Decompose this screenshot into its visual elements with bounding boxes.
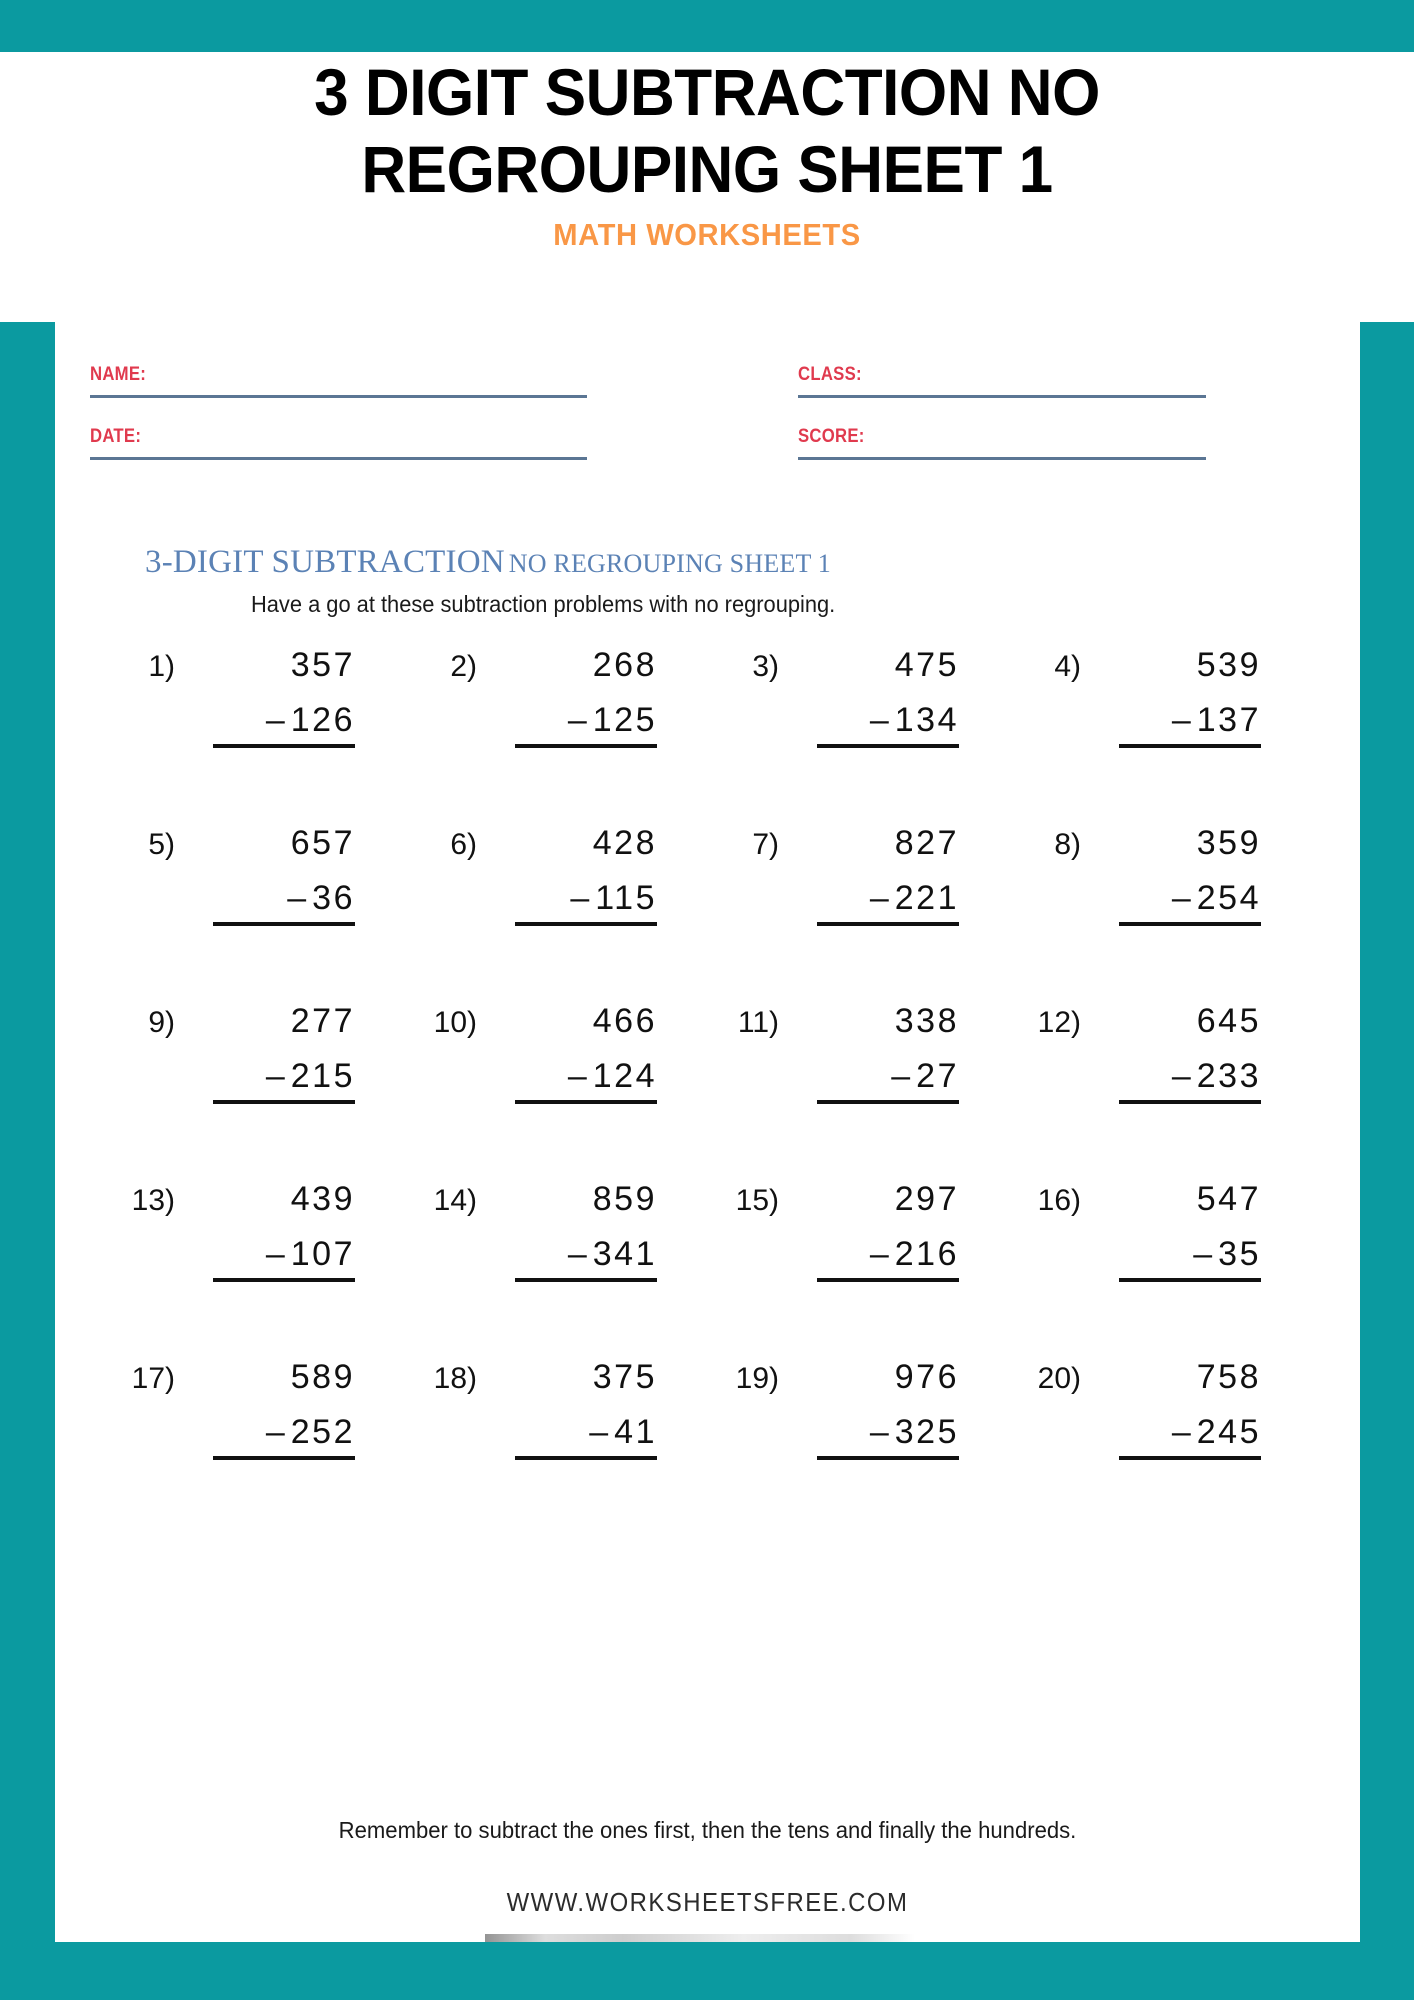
minuend: 547	[1196, 1180, 1261, 1218]
problem-14[interactable]	[409, 1182, 711, 1360]
problem-sum	[1081, 826, 1269, 926]
minuend: 589	[290, 1358, 355, 1396]
problem-sum	[1081, 1004, 1269, 1104]
problem-number: 15)	[735, 1184, 779, 1217]
problem-row	[107, 826, 1317, 1004]
subtrahend: 252	[290, 1413, 355, 1451]
minuend: 976	[894, 1358, 959, 1396]
problem-number: 9)	[148, 1006, 175, 1039]
minus-operator-icon: –	[265, 701, 285, 739]
minuend: 375	[592, 1358, 657, 1396]
subtrahend-row	[213, 701, 355, 748]
problem-sum	[477, 1004, 665, 1104]
field-score-rule	[798, 457, 1206, 460]
problem-11[interactable]	[711, 1004, 1013, 1182]
minus-operator-icon: –	[891, 1057, 911, 1095]
problem-number: 7)	[752, 828, 779, 861]
problem-19[interactable]	[711, 1360, 1013, 1538]
problem-2[interactable]	[409, 648, 711, 826]
minus-operator-icon: –	[869, 1235, 889, 1273]
title-band	[0, 52, 1414, 322]
problem-number: 18)	[433, 1362, 477, 1395]
problem-sum	[779, 826, 967, 926]
subtrahend-row	[817, 701, 959, 748]
problem-number: 20)	[1037, 1362, 1081, 1395]
subtrahend-row	[515, 1057, 657, 1104]
problem-sum	[477, 648, 665, 748]
field-date-rule	[90, 457, 587, 460]
page-title: 3 DIGIT SUBTRACTION NO REGROUPING SHEET 1	[314, 55, 1100, 206]
minuend: 645	[1196, 1002, 1261, 1040]
problem-10[interactable]	[409, 1004, 711, 1182]
field-score-label: SCORE:	[798, 426, 865, 447]
subtrahend-row	[515, 1413, 657, 1460]
minus-operator-icon: –	[265, 1057, 285, 1095]
minuend: 268	[592, 646, 657, 684]
problem-number: 19)	[735, 1362, 779, 1395]
footer-website: WWW.WORKSHEETSFREE.COM	[506, 1887, 909, 1917]
minus-operator-icon: –	[1171, 701, 1191, 739]
problem-sum	[1081, 1360, 1269, 1460]
minus-operator-icon: –	[567, 1057, 587, 1095]
problem-row	[107, 1360, 1317, 1538]
page-subtitle: MATH WORKSHEETS	[553, 217, 861, 253]
subtrahend: 216	[894, 1235, 959, 1273]
problem-sum	[175, 1004, 363, 1104]
problem-7[interactable]	[711, 826, 1013, 1004]
subtrahend-row	[817, 1235, 959, 1282]
minus-operator-icon: –	[869, 1413, 889, 1451]
subtrahend: 126	[290, 701, 355, 739]
problem-6[interactable]	[409, 826, 711, 1004]
problem-number: 17)	[131, 1362, 175, 1395]
problem-3[interactable]	[711, 648, 1013, 826]
minus-operator-icon: –	[265, 1235, 285, 1273]
minus-operator-icon: –	[589, 1413, 609, 1451]
problem-grid	[107, 648, 1317, 1538]
problem-row	[107, 648, 1317, 826]
subtrahend-row	[817, 1413, 959, 1460]
problem-sum	[779, 648, 967, 748]
worksheet-heading-secondary: NO REGROUPING SHEET 1	[508, 549, 831, 578]
worksheet-heading	[145, 544, 831, 581]
subtrahend-row	[1119, 701, 1261, 748]
minuend: 859	[592, 1180, 657, 1218]
subtrahend: 115	[595, 879, 657, 917]
problem-number: 4)	[1054, 650, 1081, 683]
minus-operator-icon: –	[567, 701, 587, 739]
subtrahend: 137	[1196, 701, 1261, 739]
subtrahend: 215	[290, 1057, 355, 1095]
problem-sum	[477, 1182, 665, 1282]
minuend: 357	[290, 646, 355, 684]
problem-number: 5)	[148, 828, 175, 861]
minus-operator-icon: –	[1171, 879, 1191, 917]
subtrahend: 124	[592, 1057, 657, 1095]
problem-sum	[779, 1182, 967, 1282]
subtrahend-row	[1119, 1057, 1261, 1104]
problem-18[interactable]	[409, 1360, 711, 1538]
minuend: 466	[592, 1002, 657, 1040]
minus-operator-icon: –	[869, 701, 889, 739]
problem-9[interactable]	[107, 1004, 409, 1182]
minus-operator-icon: –	[570, 879, 590, 917]
problem-row	[107, 1004, 1317, 1182]
minuend: 475	[894, 646, 959, 684]
problem-number: 13)	[131, 1184, 175, 1217]
problem-row	[107, 1182, 1317, 1360]
subtrahend-row	[1119, 1413, 1261, 1460]
subtrahend: 245	[1196, 1413, 1261, 1451]
problem-sum	[175, 1360, 363, 1460]
minus-operator-icon: –	[265, 1413, 285, 1451]
problem-sum	[175, 648, 363, 748]
subtrahend-row	[213, 879, 355, 926]
minuend: 428	[592, 824, 657, 862]
minuend: 657	[290, 824, 355, 862]
problem-sum	[1081, 648, 1269, 748]
minuend: 297	[894, 1180, 959, 1218]
problem-number: 3)	[752, 650, 779, 683]
subtrahend: 107	[290, 1235, 355, 1273]
student-info-fields	[90, 364, 1330, 488]
problem-number: 16)	[1037, 1184, 1081, 1217]
field-date[interactable]	[90, 426, 710, 460]
subtrahend: 325	[894, 1413, 959, 1451]
field-class-rule	[798, 395, 1206, 398]
field-score[interactable]	[710, 426, 1330, 460]
problem-17[interactable]	[107, 1360, 409, 1538]
subtrahend-row	[213, 1413, 355, 1460]
problem-sum	[175, 1182, 363, 1282]
minuend: 539	[1196, 646, 1261, 684]
minuend: 827	[894, 824, 959, 862]
minuend: 277	[290, 1002, 355, 1040]
problem-15[interactable]	[711, 1182, 1013, 1360]
subtrahend: 254	[1196, 879, 1261, 917]
minuend: 359	[1196, 824, 1261, 862]
subtrahend: 341	[592, 1235, 657, 1273]
scan-artifact	[485, 1934, 915, 1942]
minus-operator-icon: –	[1193, 1235, 1213, 1273]
problem-number: 1)	[148, 650, 175, 683]
minuend: 439	[290, 1180, 355, 1218]
subtrahend-row	[1119, 1235, 1261, 1282]
problem-13[interactable]	[107, 1182, 409, 1360]
problem-number: 8)	[1054, 828, 1081, 861]
subtrahend-row	[817, 1057, 959, 1104]
subtrahend: 36	[312, 879, 355, 917]
problem-8[interactable]	[1013, 826, 1315, 1004]
subtrahend-row	[515, 701, 657, 748]
field-class[interactable]	[710, 364, 1330, 398]
subtrahend: 41	[614, 1413, 657, 1451]
subtrahend: 35	[1218, 1235, 1261, 1273]
problem-number: 2)	[450, 650, 477, 683]
worksheet-heading-primary: 3-DIGIT SUBTRACTION	[145, 544, 505, 580]
problem-number: 10)	[433, 1006, 477, 1039]
subtrahend-row	[1119, 879, 1261, 926]
field-name-label: NAME:	[90, 364, 147, 385]
subtrahend: 27	[916, 1057, 959, 1095]
subtrahend: 134	[894, 701, 959, 739]
worksheet-card	[55, 322, 1360, 1942]
field-class-label: CLASS:	[798, 364, 862, 385]
minus-operator-icon: –	[567, 1235, 587, 1273]
problem-number: 6)	[450, 828, 477, 861]
problem-20[interactable]	[1013, 1360, 1315, 1538]
subtrahend-row	[213, 1235, 355, 1282]
problem-16[interactable]	[1013, 1182, 1315, 1360]
problem-sum	[175, 826, 363, 926]
subtrahend-row	[817, 879, 959, 926]
subtrahend-row	[515, 1235, 657, 1282]
problem-12[interactable]	[1013, 1004, 1315, 1182]
problem-sum	[477, 1360, 665, 1460]
subtrahend-row	[213, 1057, 355, 1104]
problem-1[interactable]	[107, 648, 409, 826]
worksheet-instruction: Have a go at these subtraction problems with no regrouping.	[251, 591, 836, 617]
minus-operator-icon: –	[869, 879, 889, 917]
subtrahend: 233	[1196, 1057, 1261, 1095]
field-date-label: DATE:	[90, 426, 142, 447]
minus-operator-icon: –	[1171, 1413, 1191, 1451]
subtrahend: 221	[894, 879, 959, 917]
problem-4[interactable]	[1013, 648, 1315, 826]
problem-sum	[477, 826, 665, 926]
subtrahend: 125	[592, 701, 657, 739]
problem-sum	[1081, 1182, 1269, 1282]
problem-5[interactable]	[107, 826, 409, 1004]
minuend: 758	[1196, 1358, 1261, 1396]
minus-operator-icon: –	[287, 879, 307, 917]
field-name-rule	[90, 395, 587, 398]
problem-number: 11)	[737, 1006, 779, 1039]
problem-number: 12)	[1037, 1006, 1081, 1039]
problem-number: 14)	[433, 1184, 477, 1217]
subtrahend-row	[515, 879, 657, 926]
field-name[interactable]	[90, 364, 710, 398]
minuend: 338	[894, 1002, 959, 1040]
minus-operator-icon: –	[1171, 1057, 1191, 1095]
footer-tip: Remember to subtract the ones first, then the tens and finally the hundreds.	[338, 1817, 1077, 1843]
problem-sum	[779, 1360, 967, 1460]
problem-sum	[779, 1004, 967, 1104]
